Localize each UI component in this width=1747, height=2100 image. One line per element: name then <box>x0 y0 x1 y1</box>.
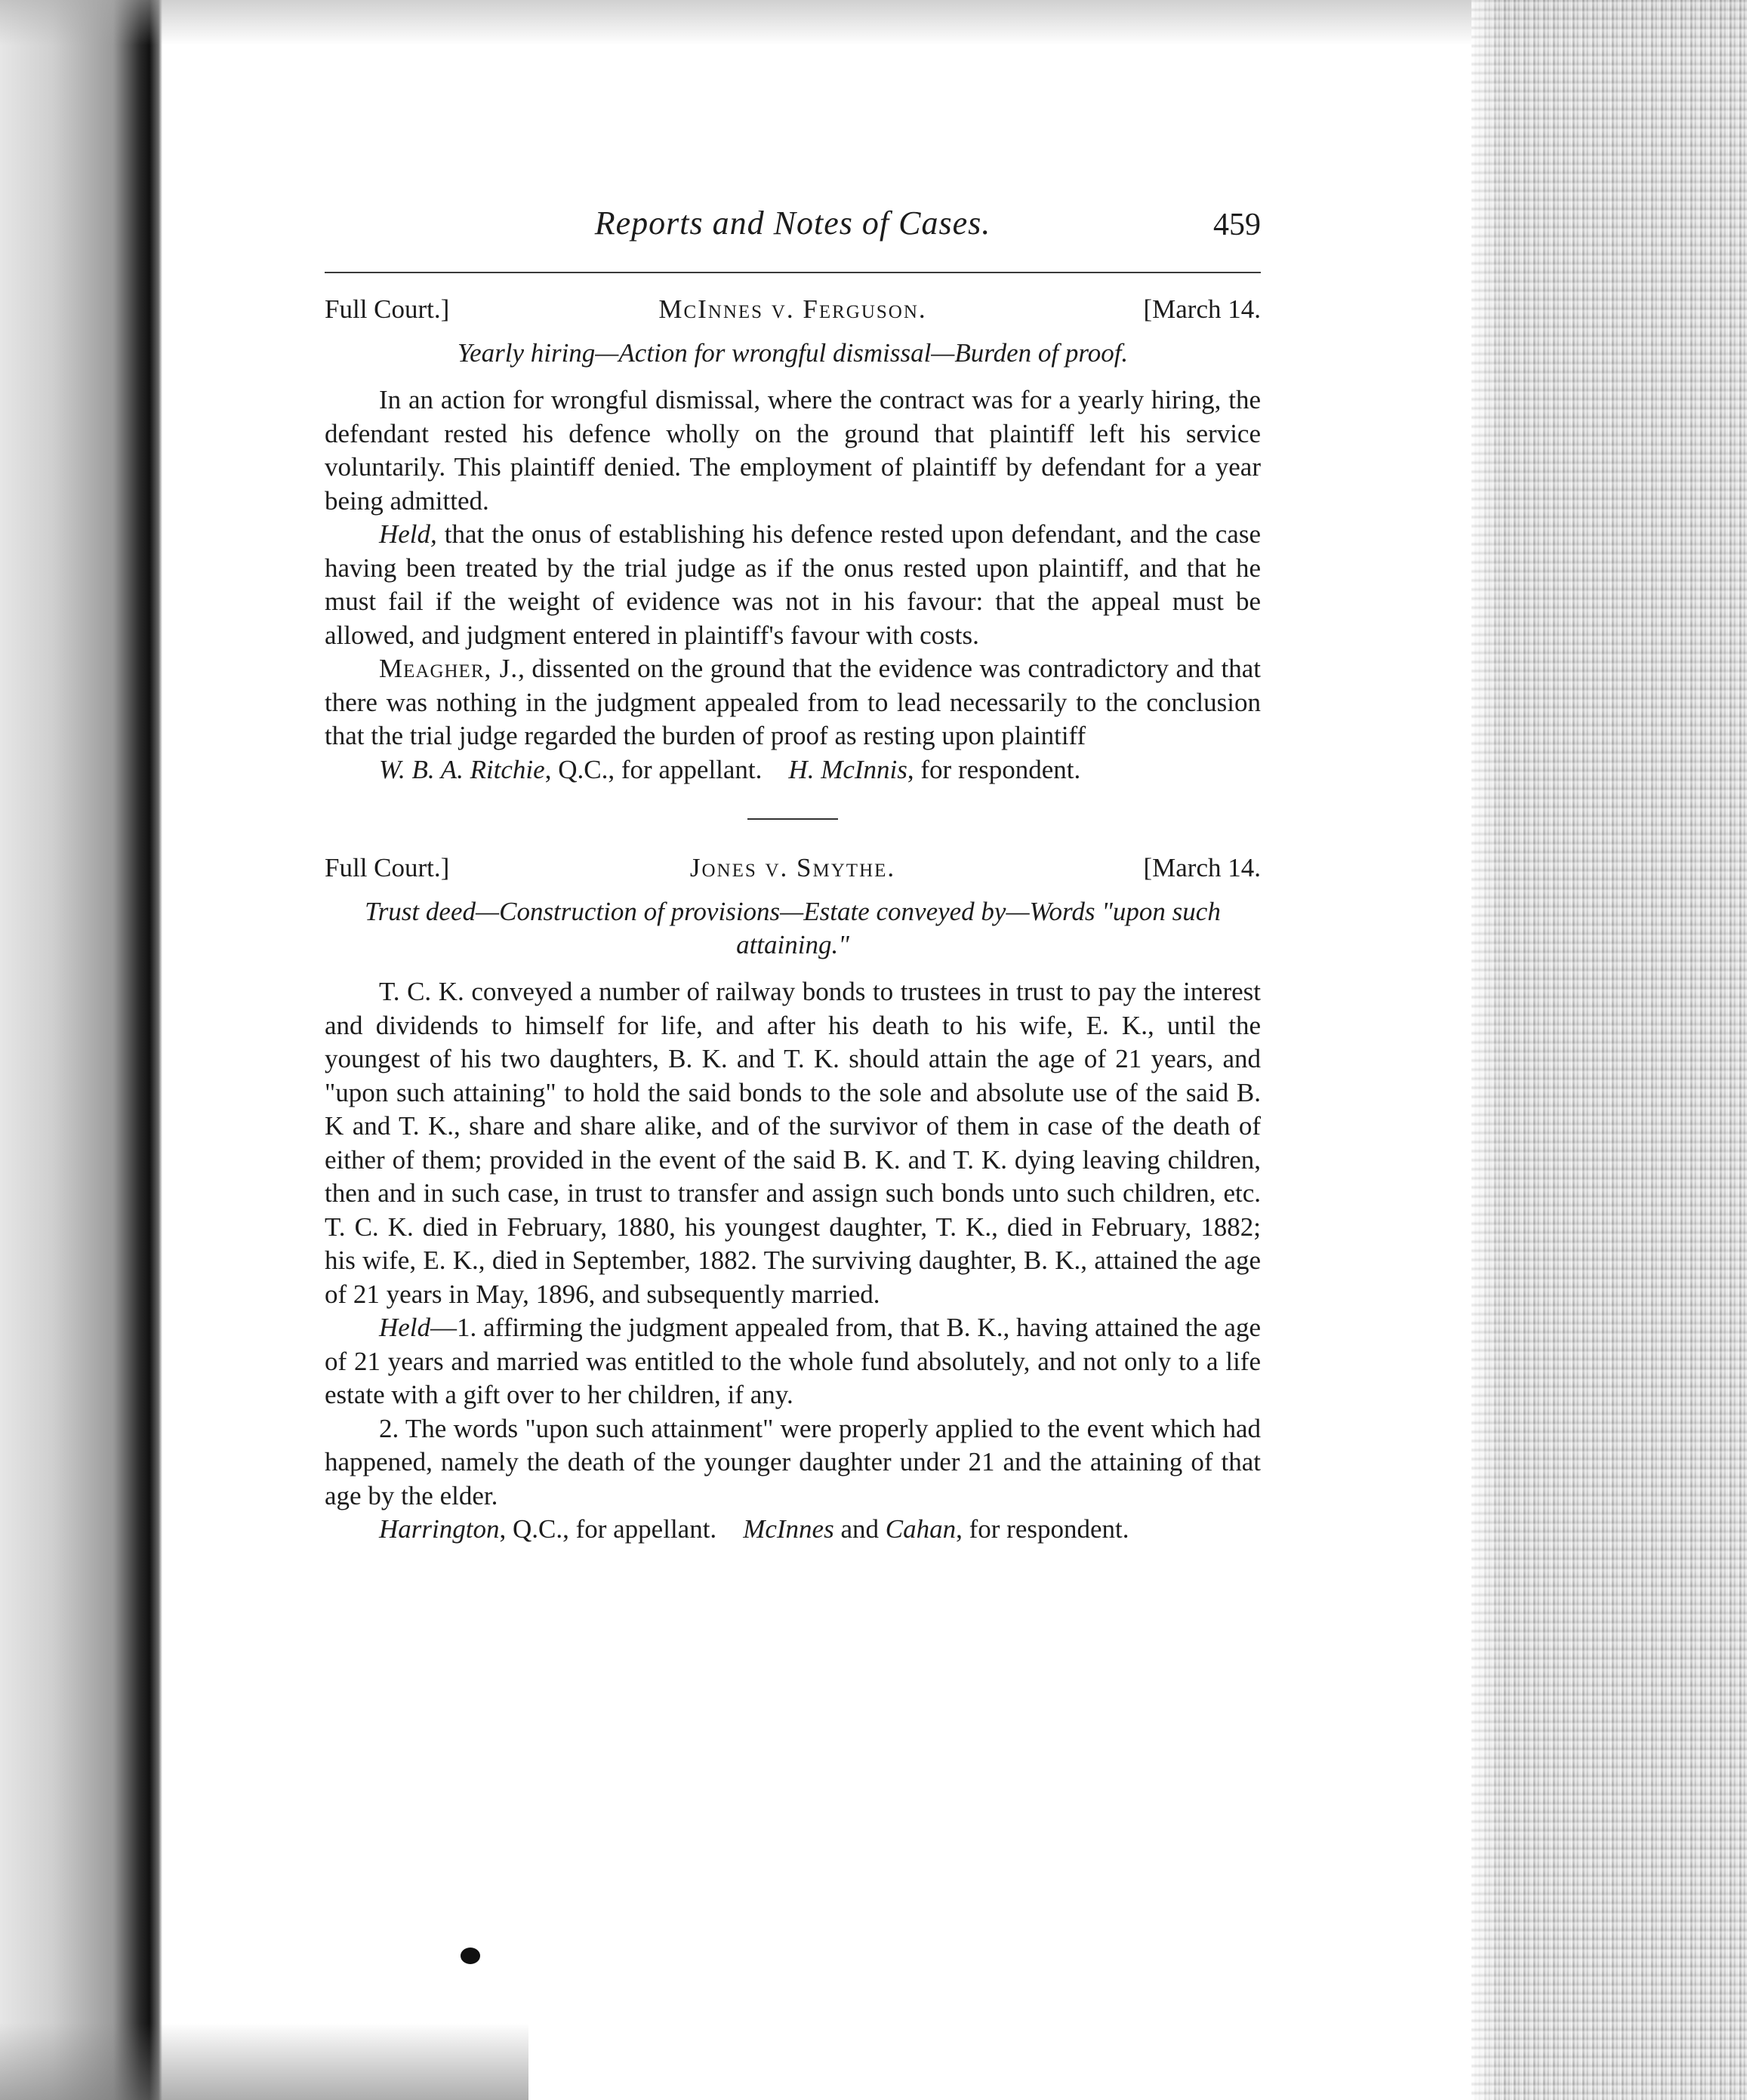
case-name: McInnes v. Ferguson. <box>658 294 927 324</box>
case-facts: T. C. K. conveyed a number of railway bonds to trustees in trust to pay the interest and dividends to himself for life, and after his death to his wife, E. K., until the youngest of his two daughters, B. K. and T. K. should attain the age of 21 years, and "upon such attaining" to hold the said bonds to the sole and absolute use of the said B. K and T. K., share and share alike, and of the survivor of them in case of the death of either of them; provided in the event of the said B. K. and T. K. dying leaving children, then and in such case, in trust to transfer and assign such bonds unto such children, etc. T. C. K. died in February, 1880, his youngest daughter, T. K., died in February, 1882; his wife, E. K., died in September, 1882. The surviving daughter, B. K., attained the age of 21 years in May, 1896, and subsequently married. <box>325 977 1261 1309</box>
held-text: that the onus of establishing his defence rested upon defendant, and the case having been treated by the trial judge as if the onus rested upon plaintiff, and that he must fail if the weight of evidence was not in his favour: that the appeal must be allowed, and judgment entered in plaintiff's favour with costs. <box>325 519 1261 650</box>
counsel-respondent-name-2: Cahan <box>885 1514 957 1544</box>
case-mcinnes-ferguson <box>325 294 1261 787</box>
page <box>325 204 1261 1547</box>
counsel-appellant-rest: , Q.C., for appellant. <box>499 1514 717 1544</box>
case-separator <box>747 818 838 820</box>
ink-blot <box>461 1948 480 1964</box>
held-label: Held, <box>379 519 437 549</box>
binding-shadow <box>0 0 162 2100</box>
dissent-text: , dissented on the ground that the evidence was contradictory and that there was nothing in the judgment appealed from to lead necessarily to the conclusion that the trial judge regarded the burden of proof as resting upon plaintiff <box>325 654 1261 750</box>
case-name: Jones v. Smythe. <box>689 853 896 882</box>
dissent-judge: Meagher, J. <box>379 654 519 683</box>
case-counsel <box>325 1513 1261 1547</box>
case-headnote: Trust deed—Construction of provisions—Estate conveyed by—Words "upon such attaining." <box>365 897 1221 959</box>
counsel-appellant-rest: , Q.C., for appellant. <box>544 754 763 784</box>
case-heading <box>325 294 1261 337</box>
case-date: [March 14. <box>1143 294 1261 324</box>
case-holding-point-2: 2. The words "upon such attainment" were properly applied to the event which had happened, namely the death of the younger daughter under 21 and the attaining of that age by the elder. <box>325 1413 1261 1510</box>
running-head <box>325 204 1261 264</box>
counsel-respondent-rest: , for respondent. <box>907 754 1081 784</box>
case-headnote: Yearly hiring—Action for wrongful dismissal—Burden of proof. <box>457 338 1129 368</box>
case-court: Full Court.] <box>325 294 450 324</box>
counsel-respondent-rest: , for respondent. <box>956 1514 1129 1544</box>
case-holding <box>325 518 1261 652</box>
running-title: Reports and Notes of Cases. <box>594 205 991 242</box>
counsel-respondent-name-1: McInnes <box>743 1514 834 1544</box>
held-text: —1. affirming the judgment appealed from, that B. K., having attained the age of 21 years and married was entitled to the whole fund absolutely, and not only to a life estate with a gift over to her children, if any. <box>325 1313 1261 1409</box>
head-rule <box>325 272 1261 273</box>
scan-noise-bottom <box>0 2023 528 2100</box>
case-dissent <box>325 652 1261 753</box>
case-holding <box>325 1311 1261 1412</box>
case-heading <box>325 853 1261 895</box>
case-date: [March 14. <box>1143 853 1261 882</box>
case-facts: In an action for wrongful dismissal, where the contract was for a yearly hiring, the defendant rested his defence wholly on the ground that plaintiff left his service voluntarily. This plaintiff denied. The employment of plaintiff by defendant for a year being admitted. <box>325 385 1261 516</box>
page-edge-right <box>1471 0 1747 2100</box>
counsel-appellant-name: W. B. A. Ritchie <box>379 754 545 784</box>
counsel-appellant-name: Harrington <box>379 1514 500 1544</box>
counsel-respondent-and: and <box>833 1514 886 1544</box>
case-jones-smythe <box>325 853 1261 1547</box>
case-counsel <box>325 753 1261 787</box>
counsel-respondent-name: H. McInnis <box>788 754 907 784</box>
page-number: 459 <box>1213 208 1261 242</box>
case-court: Full Court.] <box>325 853 450 882</box>
held-label: Held <box>379 1313 431 1342</box>
